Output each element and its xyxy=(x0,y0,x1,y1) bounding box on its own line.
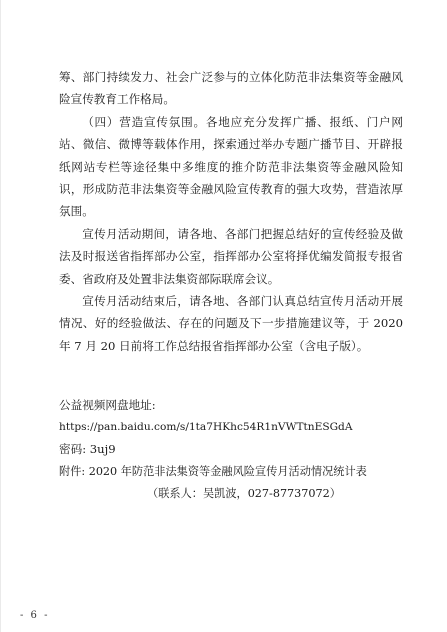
contact-line: （联系人：吴凯波，027-87737072） xyxy=(147,487,341,501)
spacer xyxy=(59,380,403,394)
paragraph-continuation: 筹、部门持续发力、社会广泛参与的立体化防范非法集资等金融风险宣传教育工作格局。 xyxy=(59,70,403,107)
scan-edge xyxy=(0,0,1,632)
paragraph-during-campaign: 宣传月活动期间，请各地、各部门把握总结好的宣传经验及做法及时报送省指挥部办公室，指挥部办公室将择优编发简报专报省委、省政府及处置非法集资部际联席会议。 xyxy=(59,226,403,286)
video-label: 公益视频网盘地址: xyxy=(59,397,156,412)
paragraph-after-campaign: 宣传月活动结束后，请各地、各部门认真总结宣传月活动开展情况、好的经验做法、存在的问题及下一步措施建议等，于 2020 年 7 月 20 日前将工作总结报省指挥部办公室（含电子版）。 xyxy=(59,294,403,353)
paragraph-publicity-atmosphere: （四）营造宣传氛围。各地应充分发挥广播、报纸、门户网站、微信、微博等载体作用，探索通过举办专题广播节目、开辟报纸网站专栏等途径集中多维度的推介防范非法集资等金融风险知识，形成防范非法集资等金融风险宣传教育的强大攻势，营造浓厚氛围。 xyxy=(59,114,403,219)
document-body xyxy=(59,66,403,506)
video-url: https://pan.baidu.com/s/1ta7HKhc54R1nVWTtnESGdA xyxy=(59,421,353,434)
password-line: 密码: 3uj9 xyxy=(59,442,116,457)
spacer xyxy=(59,357,403,379)
attachment-line: 附件: 2020 年防范非法集资等金融风险宣传月活动情况统计表 xyxy=(59,464,367,478)
page-number: - 6 - xyxy=(20,610,50,621)
